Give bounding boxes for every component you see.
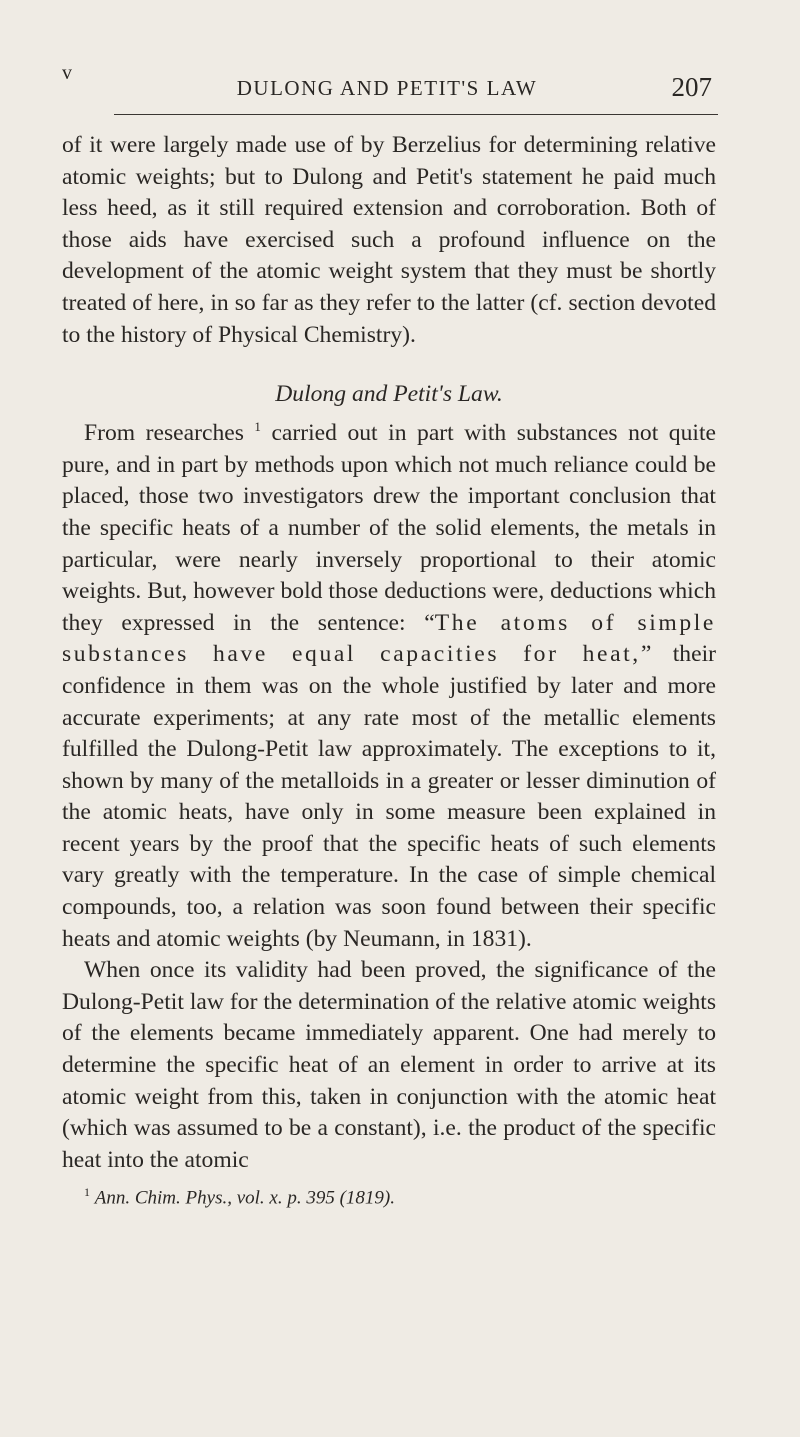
paragraph-researches-start: From researches <box>84 420 244 447</box>
paragraph-researches-body: carried out in part with substances not quite pure, and in part by methods upon which not much reliance could be placed, those two investigators drew the important conclusion that the specific heats of a number of the solid elements, the metals in particular, were nearly inversely proportional to their atomic weights. But, however bold those deductions were, deductions which they expressed in the sentence: “ <box>62 420 716 636</box>
quoted-statement: The atoms of simple substances have equal capacities for heat, <box>62 609 717 668</box>
footnote <box>62 1180 716 1210</box>
paragraph-researches <box>62 418 716 955</box>
body-text <box>62 130 716 1211</box>
book-page <box>62 0 717 1437</box>
footnote-reference: 1 <box>254 419 261 435</box>
header-rule <box>114 114 718 115</box>
paragraph-continued: of it were largely made use of by Berzelius for determining relative atomic weights; but to Dulong and Petit's statement he paid much less heed, as it still required extension and corroboration. Both of those aids have exercised such a profound influence on the development of the atomic weight system that they must be shortly treated of here, in so far as they refer to the latter (cf. section devoted to the history of Physical Chemistry). <box>62 132 716 348</box>
section-heading: Dulong and Petit's Law. <box>275 381 503 408</box>
running-title: DULONG AND PETIT'S LAW <box>236 76 538 100</box>
paragraph-validity: When once its validity had been proved, the significance of the Dulong-Petit law for the determination of the relative atomic weights of the elements became immediately apparent. One had merely to determine the specific heat of an element in order to arrive at its atomic weight from this, taken in conjunction with the atomic heat (which was assumed to be a constant), i.e. the product of the specific heat into the atomic <box>62 957 716 1173</box>
footnote-text: Ann. Chim. Phys., vol. x. p. 395 (1819). <box>94 1187 396 1209</box>
footnote-marker: 1 <box>84 1185 90 1200</box>
signature-mark: v <box>62 62 72 84</box>
paragraph-researches-end: ” their confidence in them was on the whole justified by later and more accurate experiments; at any rate most of the metallic elements fulfilled the Dulong-Petit law approximately. The exceptions to it, shown by many of the metalloids in a greater or lesser diminution of the atomic heats, have only in some measure been explained in recent years by the proof that the specific heats of such elements vary greatly with the temperature. In the case of simple chemical compounds, too, a relation was soon found between their specific heats and atomic weights (by Neumann, in 1831). <box>62 641 716 952</box>
running-head <box>62 62 712 102</box>
page-number: 207 <box>671 72 712 102</box>
